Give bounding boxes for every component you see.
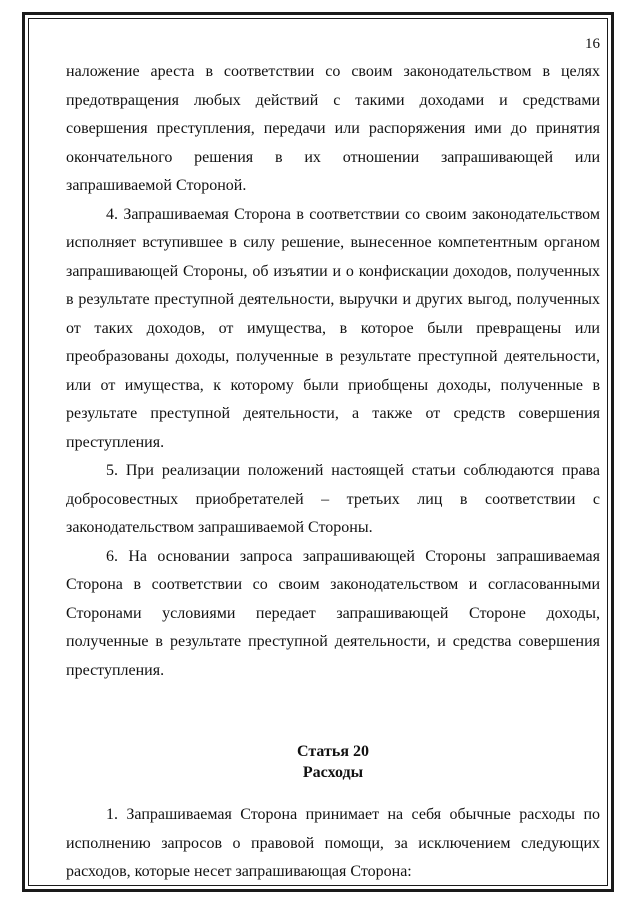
paragraph-6: 6. На основании запроса запрашивающей Стороны запрашиваемая Сторона в соответствии со своим законодательством и согласованными Сторонами условиями передает запрашивающей Стороне доходы, полученные в результате преступной деятельности, и средства совершения преступления. <box>66 547 600 679</box>
paragraph-4: 4. Запрашиваемая Сторона в соответствии со своим законодательством исполняет вступившее в силу решение, вынесенное компетентным органом запрашивающей Стороны, об изъятии и о конфискации доходов, полученных в результате преступной деятельности, выручки и других выгод, полученных от таких доходов, от имущества, в которое были превращены или преобразованы доходы, полученные в результате преступной деятельности, или от имущества, к которому были приобщены доходы, полученные в результате преступной деятельности, а также от средств совершения преступления. <box>66 205 600 451</box>
article-number: Статья 20 <box>297 743 369 760</box>
article-title: Расходы <box>302 764 364 781</box>
article-paragraph-1: 1. Запрашиваемая Сторона принимает на себя обычные расходы по исполнению запросов о правовой помощи, за исключением следующих расходов, которые несет запрашивающая Сторона: <box>66 806 600 880</box>
paragraph-5: 5. При реализации положений настоящей статьи соблюдаются права добросовестных приобретателей – третьих лиц в соответствии с законодательством запрашиваемой Стороны. <box>66 462 600 536</box>
document-body <box>66 58 600 887</box>
page-number: 16 <box>585 36 600 52</box>
paragraph-continuation: наложение ареста в соответствии со своим законодательством в целях предотвращения любых действий с такими доходами и средствами совершения преступления, передачи или распоряжения ими до принятия окончательного решения в их отношении запрашивающей или запрашиваемой Стороной. <box>66 63 600 194</box>
article-heading <box>66 741 600 783</box>
